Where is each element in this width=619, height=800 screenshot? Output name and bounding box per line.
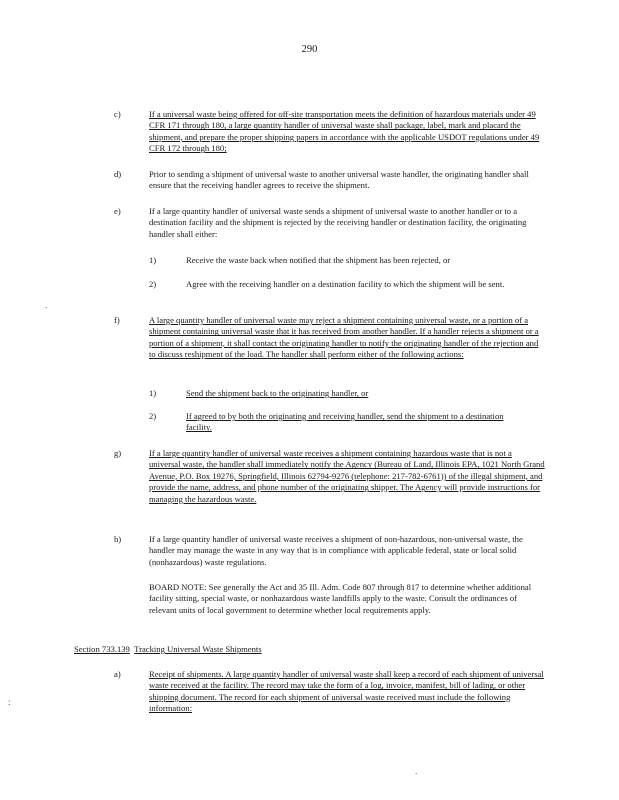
- paragraph-f-item-2-label: 2): [149, 411, 157, 421]
- scan-speck: .: [45, 300, 48, 310]
- paragraph-c-text: If a universal waste being offered for off-site transportation meets the definition of hazardous materials under 49 CFR 171 through 180, a large quantity handler of universal waste shall package, label, mark and placard the shipment, and prepare the proper shipping papers in accordance with the applicable USDOT regulations under 49 CFR 172 through 180;: [149, 109, 540, 154]
- section-title: Tracking Universal Waste Shipments: [134, 644, 262, 654]
- paragraph-f-item-1-label: 1): [149, 388, 157, 398]
- scan-speck: :: [8, 697, 11, 707]
- paragraph-f-item-2-text: If agreed to by both the originating and receiving handler, send the shipment to a destination facility.: [186, 411, 504, 433]
- section-heading: [74, 644, 544, 655]
- paragraph-d-label: d): [114, 169, 122, 179]
- paragraph-d-text: Prior to sending a shipment of universal waste to another universal waste handler, the originating handler shall ensure that the receiving handler agrees to receive the shipment.: [149, 169, 529, 191]
- section-number: Section 733.139: [74, 644, 130, 654]
- paragraph-h-label: h): [114, 534, 122, 544]
- section-a-text: Receipt of shipments. A large quantity handler of universal waste shall keep a record of each shipment of universal waste received at the facility. The record may take the form of a log, invoice, manifest, bill of lading, or other shipping document. The record for each shipment of universal waste received must include the following information:: [149, 669, 544, 714]
- section-a-label: a): [114, 669, 121, 679]
- paragraph-e-text: If a large quantity handler of universal waste sends a shipment of universal waste to another handler or to a destination facility and the shipment is rejected by the receiving handler or destination facility, the originating handler shall either:: [149, 206, 527, 239]
- page-number: 290: [301, 44, 318, 55]
- scan-speck: .: [415, 766, 418, 776]
- paragraph-f-item-1-text: Send the shipment back to the originating handler, or: [186, 388, 369, 398]
- paragraph-e-item-2-label: 2): [149, 279, 157, 289]
- paragraph-h-text: If a large quantity handler of universal waste receives a shipment of non-hazardous, non-universal waste, the handler may manage the waste in any way that is in compliance with applicable federal, state or local solid (nonhazardous) waste regulations.: [149, 534, 523, 567]
- paragraph-f-text: A large quantity handler of universal waste may reject a shipment containing universal waste, or a portion of a shipment containing universal waste that it has received from another handler. If a handler rejects a shipment or a portion of a shipment, it shall contact the originating handler to notify the originating handler of the rejection and to discuss reshipment of the load. The handler shall perform either of the following actions:: [149, 315, 539, 360]
- paragraph-g-text: If a large quantity handler of universal waste receives a shipment containing hazardous waste that is not a universal waste, the handler shall immediately notify the Agency (Bureau of Land, Illinois EPA, 1021 North Grand Avenue, P.O. Box 19276, Springfield, Illinois 62794-9276 (telephone: 217-782-6761)) of the illegal shipment, and provide the name, address, and phone number of the originating shipper. The Agency will provide instructions for managing the hazardous waste.: [149, 448, 545, 504]
- paragraph-e-label: e): [114, 206, 121, 216]
- board-note: BOARD NOTE: See generally the Act and 35 Ill. Adm. Code 807 through 817 to determine whether additional facility sitting, special waste, or nonhazardous waste landfills apply to the waste. Consult the ordinances of relevant units of local government to determine whether local requirements apply.: [149, 582, 532, 615]
- paragraph-e-item-1-text: Receive the waste back when notified that the shipment has been rejected, or: [186, 255, 451, 265]
- paragraph-c-label: c): [114, 109, 121, 119]
- paragraph-f-label: f): [114, 315, 120, 325]
- paragraph-e-item-2-text: Agree with the receiving handler on a destination facility to which the shipment will be sent.: [186, 279, 505, 289]
- paragraph-e-item-1-label: 1): [149, 255, 157, 265]
- paragraph-g-label: g): [114, 448, 122, 458]
